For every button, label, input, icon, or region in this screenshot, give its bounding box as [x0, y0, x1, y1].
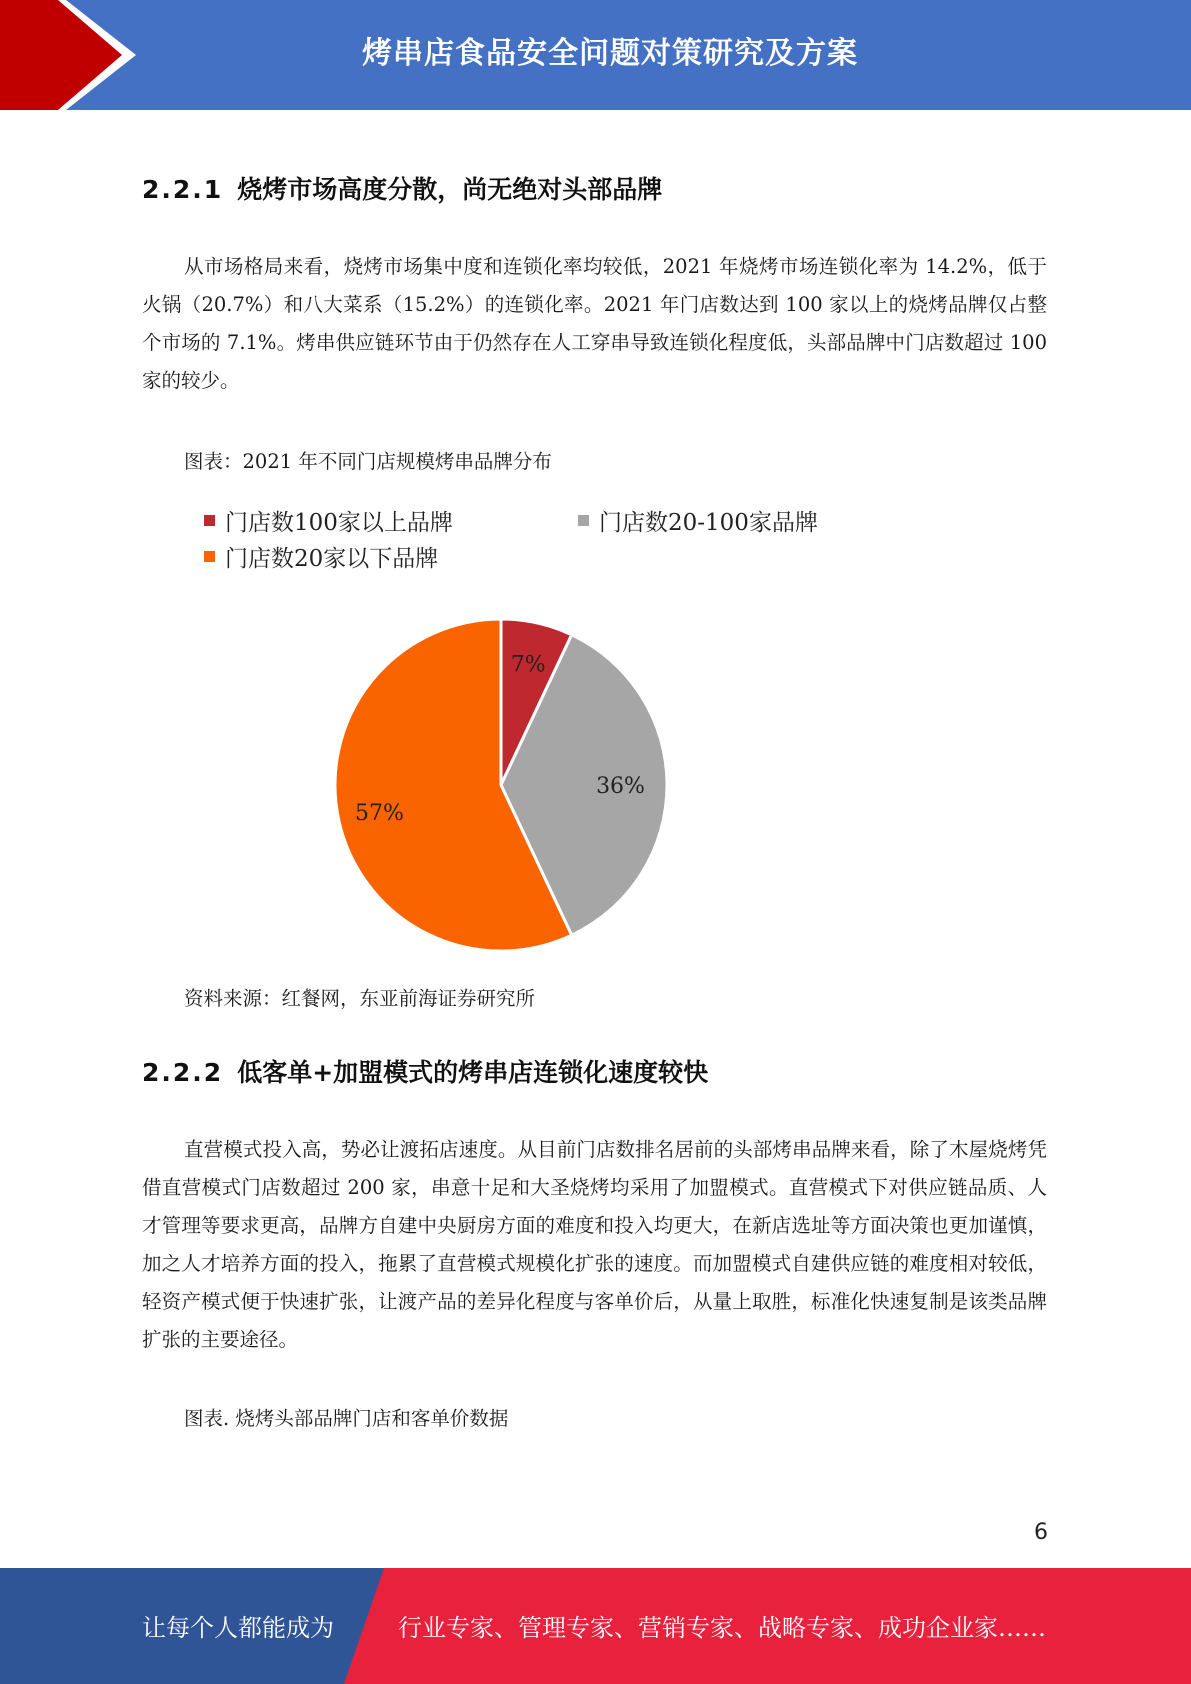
pie-chart	[320, 604, 682, 966]
section-title: 烧烤市场高度分散，尚无绝对头部品牌	[237, 175, 663, 204]
legend-label: 门店数100家以上品牌	[225, 510, 453, 536]
legend-item-100plus	[204, 504, 453, 537]
figure-caption-1: 图表：2021 年不同门店规模烤串品牌分布	[184, 450, 552, 473]
legend-swatch	[204, 551, 215, 562]
figure-caption-2: 图表. 烧烤头部品牌门店和客单价数据	[184, 1407, 509, 1430]
legend-label: 门店数20-100家品牌	[599, 510, 818, 536]
section-heading-2-2-2	[142, 1053, 708, 1089]
section-1-paragraph: 从市场格局来看，烧烤市场集中度和连锁化率均较低，2021 年烧烤市场连锁化率为 14.2%，低于火锅（20.7%）和八大菜系（15.2%）的连锁化率。2021 年门店数达到 100 家以上的烧烤品牌仅占整个市场的 7.1%。烤串供应链环节由于仍然存在人工穿串导致连锁化程度低，头部品牌中门店数超过 100 家的较少。	[142, 255, 1047, 392]
page-number: 6	[1034, 1520, 1048, 1545]
section-2-paragraph: 直营模式投入高，势必让渡拓店速度。从目前门店数排名居前的头部烤串品牌来看，除了木屋烧烤凭借直营模式门店数超过 200 家，串意十足和大圣烧烤均采用了加盟模式。直营模式下对供应链品质、人才管理等要求更高，品牌方自建中央厨房方面的难度和投入均更大，在新店选址等方面决策也更加谨慎，加之人才培养方面的投入，拖累了直营模式规模化扩张的速度。而加盟模式自建供应链的难度相对较低，轻资产模式便于快速扩张，让渡产品的差异化程度与客单价后，从量上取胜，标准化快速复制是该类品牌扩张的主要途径。	[142, 1138, 1047, 1351]
document-title: 烤串店食品安全问题对策研究及方案	[362, 36, 858, 71]
section-title: 低客单+加盟模式的烤串店连锁化速度较快	[237, 1058, 709, 1087]
section-number: 2.2.2	[142, 1058, 224, 1087]
legend-swatch	[578, 515, 589, 526]
pie-data-label-0: 7%	[510, 652, 546, 678]
legend-item-under20	[204, 540, 438, 573]
footer-slogan-left: 让每个人都能成为	[142, 1614, 334, 1642]
section-heading-2-2-1	[142, 170, 662, 206]
pie-data-label-2: 57%	[355, 801, 404, 827]
figure-source: 资料来源：红餐网，东亚前海证券研究所	[184, 987, 536, 1010]
legend-swatch	[204, 515, 215, 526]
header-arrow-decoration	[0, 0, 200, 110]
page-header	[0, 0, 1191, 110]
pie-data-label-1: 36%	[596, 774, 645, 799]
legend-label: 门店数20家以下品牌	[225, 546, 439, 572]
section-number: 2.2.1	[142, 175, 224, 204]
legend-item-20-100	[578, 504, 818, 537]
footer-slogan-right: 行业专家、管理专家、营销专家、战略专家、成功企业家……	[398, 1614, 1046, 1642]
page-footer	[0, 1568, 1191, 1684]
